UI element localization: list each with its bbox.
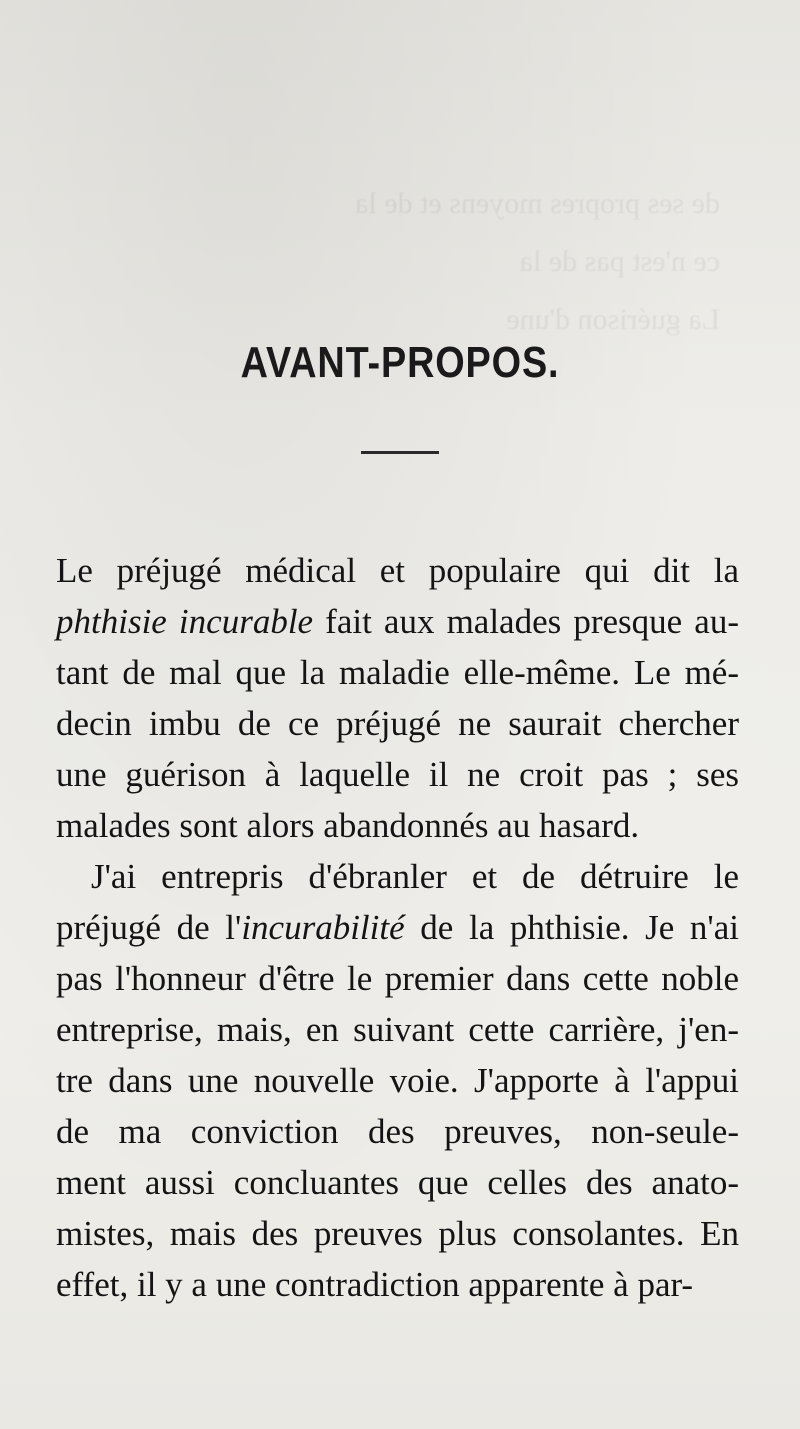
text-line: Le préjugé médical et populaire qui dit la [56, 551, 739, 590]
text-line: malades sont alors abandonnés au hasard. [56, 806, 640, 845]
text-line: decin imbu de ce préjugé ne saurait chercher [56, 704, 739, 743]
bleed-line: ce n'est pas de la [519, 245, 720, 278]
page-heading: AVANT-PROPOS. [240, 338, 560, 387]
text-line: une guérison à laquelle il ne croit pas ; ses [56, 755, 739, 794]
text-line: J'ai entrepris d'ébranler et de détruire le [91, 857, 739, 896]
text-line: effet, il y a une contradiction apparente à par- [56, 1265, 694, 1304]
text-line: tre dans une nouvelle voie. J'apporte à l'appui [56, 1061, 739, 1100]
text-line: phthisie incurable fait aux malades presque au- [56, 602, 739, 641]
text-line: ment aussi concluantes que celles des anato- [56, 1163, 739, 1202]
text-line: préjugé de l'incurabilité de la phthisie. Je n'ai [56, 908, 740, 947]
bleed-line: de ses propres moyens et de la [355, 187, 720, 220]
body-text [56, 545, 739, 1310]
italic-term: incurabilité [241, 908, 405, 947]
text-line: tant de mal que la maladie elle-même. Le mé- [56, 653, 739, 692]
bleed-through-text [110, 175, 720, 349]
text-line: de ma conviction des preuves, non-seule- [56, 1112, 739, 1151]
text-line: pas l'honneur d'être le premier dans cette noble [56, 959, 739, 998]
text-line: entreprise, mais, en suivant cette carrière, j'en- [56, 1010, 739, 1049]
text-line: mistes, mais des preuves plus consolantes. En [56, 1214, 739, 1253]
italic-term: phthisie incurable [56, 602, 314, 641]
heading-rule [361, 451, 439, 454]
bleed-line: La guérison d'une [506, 303, 720, 336]
